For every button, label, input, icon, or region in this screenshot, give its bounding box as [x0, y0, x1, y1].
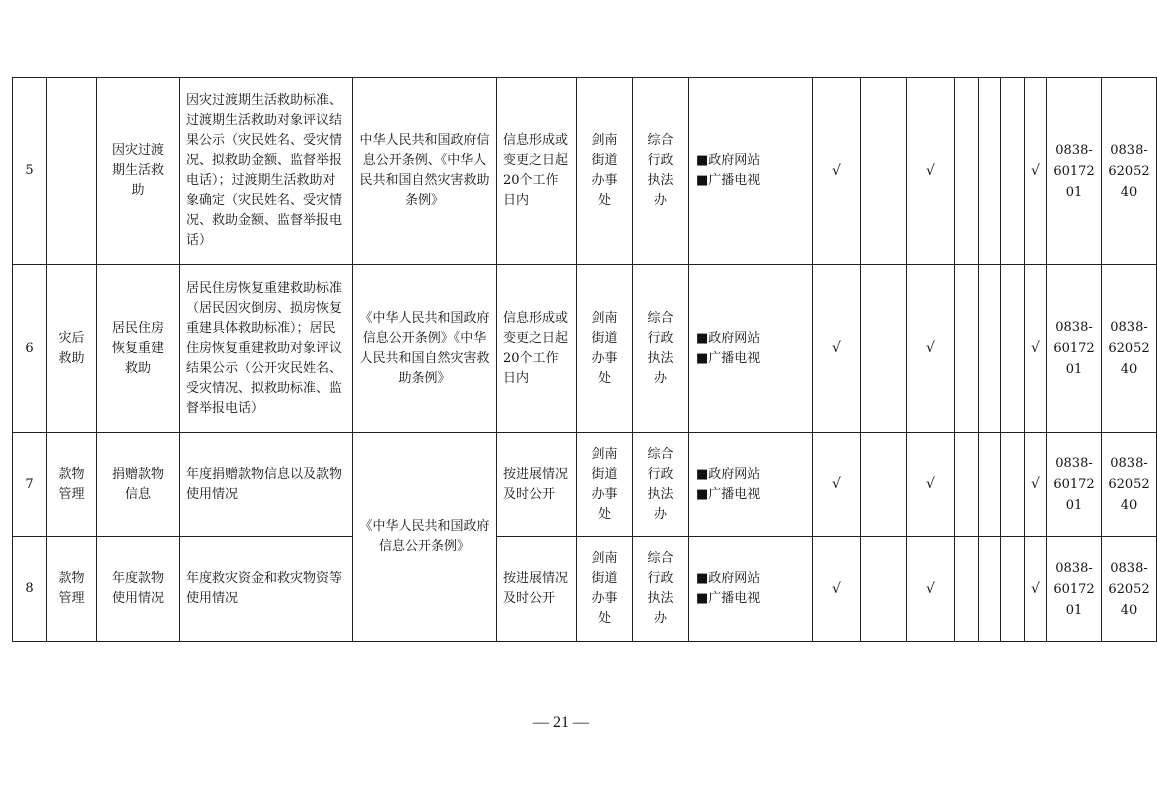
contact-dept-text: 综合行政执法办 — [647, 310, 674, 386]
content-cell — [180, 537, 353, 642]
table-row — [13, 265, 1157, 433]
check-mark: √ — [926, 580, 935, 597]
blank-cell — [1001, 78, 1025, 265]
content-text: 年度救灾资金和救灾物资等使用情况 — [186, 571, 343, 606]
blank-cell — [861, 433, 907, 537]
table-row — [13, 433, 1157, 537]
phone-number: 0838-6017201 — [1053, 320, 1095, 377]
check-mark: √ — [832, 476, 841, 492]
check-mark: √ — [1031, 340, 1040, 356]
timing-text: 按进展情况及时公开 — [503, 571, 569, 606]
content-cell — [180, 78, 353, 265]
category-cell — [47, 537, 97, 642]
basis-text: 《中华人民共和国政府信息公开条例》 — [359, 519, 490, 554]
category-cell — [47, 433, 97, 537]
channel-broadcast: ■广播电视 — [696, 350, 761, 366]
phone-cell — [1102, 265, 1157, 433]
timing-cell — [497, 78, 577, 265]
content-cell — [180, 265, 353, 433]
mark-cell — [813, 265, 861, 433]
content-cell — [180, 433, 353, 537]
category-cell — [47, 78, 97, 265]
blank-cell — [861, 78, 907, 265]
subject-text: 剑南街道办事处 — [591, 133, 618, 208]
channels-cell — [689, 537, 813, 642]
check-mark: √ — [832, 340, 841, 356]
timing-text: 按进展情况及时公开 — [503, 466, 569, 502]
contact-dept-cell — [633, 433, 689, 537]
phone-cell — [1047, 78, 1102, 265]
phone-number: 0838-6205240 — [1108, 142, 1150, 200]
row-number: 5 — [13, 78, 47, 265]
subject-cell — [577, 265, 633, 433]
item-cell — [97, 265, 180, 433]
blank-cell — [955, 433, 979, 537]
timing-cell — [497, 537, 577, 642]
check-mark: √ — [832, 580, 841, 597]
blank-cell — [861, 537, 907, 642]
blank-cell — [1001, 265, 1025, 433]
blank-cell — [955, 78, 979, 265]
category-text: 灾后救助 — [58, 330, 85, 366]
table-row — [13, 537, 1157, 642]
channel-broadcast: ■广播电视 — [696, 591, 761, 606]
phone-number: 0838-6017201 — [1053, 142, 1095, 200]
item-text: 居民住房恢复重建救助 — [111, 320, 164, 376]
blank-cell — [1001, 537, 1025, 642]
blank-cell — [979, 537, 1001, 642]
check-mark: √ — [926, 162, 935, 179]
contact-dept-text: 综合行政执法办 — [647, 133, 674, 208]
category-text: 款物管理 — [58, 571, 85, 606]
disclosure-table — [12, 77, 1157, 642]
timing-text: 信息形成或变更之日起20个工作日内 — [503, 310, 569, 386]
channels-cell — [689, 78, 813, 265]
category-cell — [47, 265, 97, 433]
mark-cell — [1025, 78, 1047, 265]
blank-cell — [979, 265, 1001, 433]
mark-cell — [813, 78, 861, 265]
channel-website: ■政府网站 — [696, 153, 761, 168]
phone-cell — [1047, 537, 1102, 642]
mark-cell — [1025, 433, 1047, 537]
item-text: 年度款物使用情况 — [111, 571, 164, 606]
contact-dept-cell — [633, 265, 689, 433]
phone-cell — [1047, 433, 1102, 537]
row-number: 8 — [13, 537, 47, 642]
item-cell — [97, 537, 180, 642]
category-text: 款物管理 — [58, 466, 85, 502]
mark-cell — [1025, 537, 1047, 642]
row-number: 7 — [13, 433, 47, 537]
item-text: 捐赠款物信息 — [111, 466, 164, 502]
phone-number: 0838-6205240 — [1108, 320, 1150, 377]
mark-cell — [907, 78, 955, 265]
item-cell — [97, 78, 180, 265]
blank-cell — [955, 265, 979, 433]
subject-cell — [577, 433, 633, 537]
channel-broadcast: ■广播电视 — [696, 173, 761, 188]
phone-number: 0838-6017201 — [1053, 456, 1095, 513]
check-mark: √ — [1031, 580, 1040, 597]
blank-cell — [1001, 433, 1025, 537]
phone-number: 0838-6205240 — [1108, 560, 1150, 618]
mark-cell — [813, 433, 861, 537]
channel-website: ■政府网站 — [696, 330, 761, 346]
contact-dept-text: 综合行政执法办 — [647, 446, 674, 522]
basis-cell — [353, 265, 497, 433]
check-mark: √ — [1031, 476, 1040, 492]
content-text: 因灾过渡期生活救助标准、过渡期生活救助对象评议结果公示（灾民姓名、受灾情况、拟救助金额、监督举报电话）；过渡期生活救助对象确定（灾民姓名、受灾情况、救助金额、监督举报电话） — [186, 93, 343, 248]
mark-cell — [1025, 265, 1047, 433]
page-number: — 21 — — [533, 714, 589, 731]
table-row — [13, 78, 1157, 265]
channel-broadcast: ■广播电视 — [696, 486, 761, 502]
phone-number: 0838-6017201 — [1053, 560, 1095, 618]
timing-text: 信息形成或变更之日起20个工作日内 — [503, 133, 569, 208]
basis-text: 中华人民共和国政府信息公开条例、《中华人民共和国自然灾害救助条例》 — [359, 133, 490, 208]
check-mark: √ — [926, 476, 935, 492]
item-text: 因灾过渡期生活救助 — [111, 143, 164, 198]
check-mark: √ — [832, 162, 841, 179]
mark-cell — [813, 537, 861, 642]
timing-cell — [497, 265, 577, 433]
mark-cell — [907, 433, 955, 537]
basis-cell-merged — [353, 433, 497, 642]
blank-cell — [979, 78, 1001, 265]
blank-cell — [955, 537, 979, 642]
phone-number: 0838-6205240 — [1108, 456, 1150, 513]
mark-cell — [907, 537, 955, 642]
phone-cell — [1102, 78, 1157, 265]
basis-text: 《中华人民共和国政府信息公开条例》《中华人民共和国自然灾害救助条例》 — [359, 310, 490, 386]
basis-cell — [353, 78, 497, 265]
content-text: 年度捐赠款物信息以及款物使用情况 — [186, 466, 343, 502]
phone-cell — [1102, 537, 1157, 642]
blank-cell — [979, 433, 1001, 537]
subject-text: 剑南街道办事处 — [591, 551, 618, 626]
phone-cell — [1047, 265, 1102, 433]
contact-dept-cell — [633, 537, 689, 642]
mark-cell — [907, 265, 955, 433]
check-mark: √ — [926, 340, 935, 356]
contact-dept-text: 综合行政执法办 — [647, 551, 674, 626]
blank-cell — [861, 265, 907, 433]
item-cell — [97, 433, 180, 537]
timing-cell — [497, 433, 577, 537]
channels-cell — [689, 433, 813, 537]
content-text: 居民住房恢复重建救助标准（居民因灾倒房、损房恢复重建具体救助标准）；居民住房恢复重建救助对象评议结果公示（公开灾民姓名、受灾情况、拟救助标准、监督举报电话） — [186, 280, 343, 416]
subject-cell — [577, 78, 633, 265]
channel-website: ■政府网站 — [696, 466, 761, 482]
contact-dept-cell — [633, 78, 689, 265]
subject-text: 剑南街道办事处 — [591, 446, 618, 522]
channel-website: ■政府网站 — [696, 571, 761, 586]
subject-text: 剑南街道办事处 — [591, 310, 618, 386]
channels-cell — [689, 265, 813, 433]
subject-cell — [577, 537, 633, 642]
check-mark: √ — [1031, 162, 1040, 179]
row-number: 6 — [13, 265, 47, 433]
phone-cell — [1102, 433, 1157, 537]
